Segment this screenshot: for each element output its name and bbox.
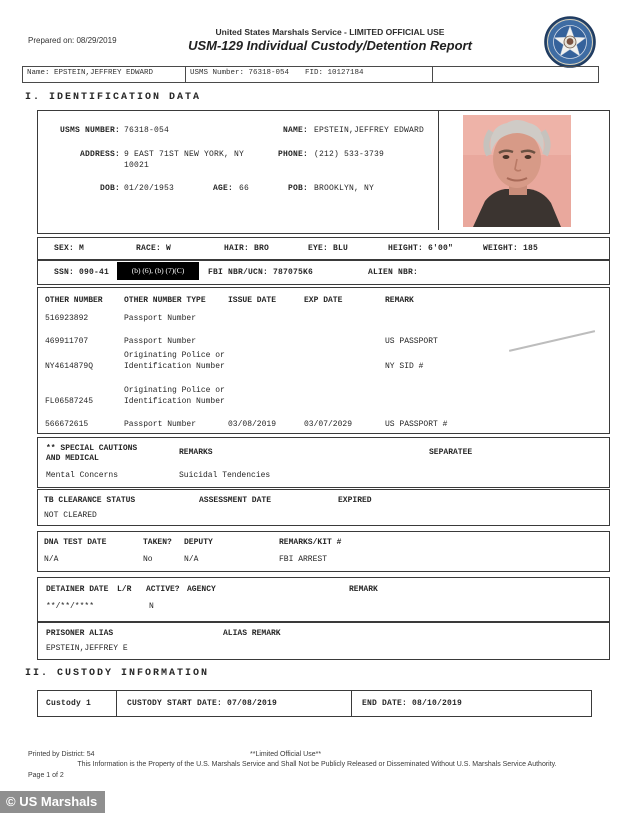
table-row-remark: US PASSPORT # — [385, 420, 448, 429]
detainer-date-header: DETAINER DATE — [46, 585, 109, 594]
alias-remark-header: ALIAS REMARK — [223, 629, 281, 638]
sex-field: SEX: M — [54, 244, 85, 253]
hair-field: HAIR: BRO — [224, 244, 270, 253]
cautions-header-line1: ** SPECIAL CAUTIONS — [46, 444, 138, 453]
eye-field: EYE: BLU — [308, 244, 349, 253]
detainer-active-value: N — [149, 602, 154, 611]
us-marshals-credit: © US Marshals — [0, 791, 105, 813]
dna-date-header: DNA TEST DATE — [44, 538, 107, 547]
name-bar-name: Name: EPSTEIN,JEFFREY EDWARD — [23, 67, 186, 82]
fbi-number-field: FBI NBR/UCN: 787075K6 — [208, 268, 314, 277]
table-row-exp-date: 03/07/2029 — [304, 420, 353, 429]
usms-seal-icon — [543, 15, 597, 69]
address-line1: 9 EAST 71ST NEW YORK, NY — [124, 150, 245, 159]
weight-field: WEIGHT: 185 — [483, 244, 539, 253]
name-bar-usms-number: USMS Number: 76318-054 — [190, 69, 290, 77]
usms-number-value: 76318-054 — [124, 126, 170, 135]
table-row-type: Passport Number — [124, 420, 197, 429]
table-row-type: Originating Police or Identification Number — [124, 351, 225, 371]
usms-number-label-text: USMS NUMBER: — [59, 126, 120, 135]
dna-deputy-value: N/A — [184, 555, 199, 564]
caution-value: Mental Concerns — [46, 471, 119, 480]
table-row-number: 566672615 — [45, 420, 89, 429]
tb-status-header: TB CLEARANCE STATUS — [44, 496, 136, 505]
pob-label: POB: — [287, 184, 308, 193]
phone-label: PHONE: — [277, 150, 308, 159]
cautions-separatee-header: SEPARATEE — [429, 448, 473, 457]
dna-deputy-header: DEPUTY — [184, 538, 213, 547]
dna-taken-header: TAKEN? — [143, 538, 172, 547]
detainer-date-value: **/**/**** — [46, 602, 95, 611]
ssn-field: SSN: 090-41 — [54, 268, 110, 277]
tb-clearance-box — [37, 489, 610, 526]
col-remark: REMARK — [385, 296, 414, 305]
identity-box — [37, 110, 610, 234]
dob-label: DOB: — [99, 184, 120, 193]
name-bar-empty-cell — [433, 67, 598, 82]
ssn-redaction-stamp: (b) (6), (b) (7)(C) — [117, 262, 199, 280]
detainer-active-header: ACTIVE? — [146, 585, 180, 594]
alien-number-field: ALIEN NBR: — [368, 268, 419, 277]
name-label: NAME: — [282, 126, 308, 135]
photo-cell — [438, 111, 608, 230]
phone-value: (212) 533-3739 — [314, 150, 385, 159]
dna-remarks-value: FBI ARREST — [279, 555, 328, 564]
address-label: ADDRESS: — [79, 150, 120, 159]
table-row-number: NY4614879Q — [45, 362, 94, 371]
race-field: RACE: W — [136, 244, 172, 253]
limited-official-use: **Limited Official Use** — [250, 751, 322, 758]
table-row-number: FL06587245 — [45, 397, 94, 406]
caution-remark-value: Suicidal Tendencies — [179, 471, 271, 480]
table-row-remark: NY SID # — [385, 362, 424, 371]
custody-start-date: CUSTODY START DATE: 07/08/2019 — [116, 691, 351, 716]
cautions-remarks-header: REMARKS — [179, 448, 213, 457]
tb-expired-header: EXPIRED — [338, 496, 372, 505]
address-line2: 10021 — [124, 161, 150, 170]
report-header — [120, 27, 540, 53]
physical-row-box — [37, 237, 610, 260]
col-issue-date: ISSUE DATE — [228, 296, 277, 305]
dna-box — [37, 531, 610, 572]
section1-title: I. IDENTIFICATION DATA — [25, 92, 202, 103]
tb-assessment-header: ASSESSMENT DATE — [199, 496, 272, 505]
printed-by-district: Printed by District: 54 — [28, 751, 95, 758]
alias-header: PRISONER ALIAS — [46, 629, 114, 638]
table-row-issue-date: 03/08/2019 — [228, 420, 277, 429]
mugshot-photo — [463, 115, 571, 227]
name-bar-numbers — [186, 67, 433, 82]
custody-label: Custody 1 — [46, 699, 92, 708]
page-number: Page 1 of 2 — [28, 772, 64, 779]
special-cautions-box — [37, 437, 610, 488]
age-label: AGE: — [212, 184, 233, 193]
other-numbers-box — [37, 287, 610, 434]
table-row-number: 469911707 — [45, 337, 89, 346]
dna-taken-value: No — [143, 555, 153, 564]
dob-value: 01/20/1953 — [124, 184, 175, 193]
table-row-number: 516923892 — [45, 314, 89, 323]
table-row-remark: US PASSPORT — [385, 337, 438, 346]
section2-title: II. CUSTODY INFORMATION — [25, 668, 210, 679]
custody-end-date: END DATE: 08/10/2019 — [351, 691, 591, 716]
detainer-lr-header: L/R — [117, 585, 132, 594]
table-row-type: Passport Number — [124, 337, 197, 346]
name-bar-fid: FID: 10127184 — [305, 69, 364, 77]
cautions-header-line2: AND MEDICAL — [46, 454, 99, 463]
name-bar — [22, 66, 599, 83]
age-value: 66 — [239, 184, 250, 193]
tb-status-value: NOT CLEARED — [44, 511, 97, 520]
detainer-remark-header: REMARK — [349, 585, 378, 594]
table-row-type: Originating Police or Identification Number — [124, 386, 225, 406]
detainer-box — [37, 577, 610, 622]
alias-value: EPSTEIN,JEFFREY E — [46, 644, 128, 653]
pob-value: BROOKLYN, NY — [314, 184, 375, 193]
prisoner-alias-box — [37, 622, 610, 660]
detainer-agency-header: AGENCY — [187, 585, 216, 594]
col-other-number-type: OTHER NUMBER TYPE — [124, 296, 206, 305]
col-exp-date: EXP DATE — [304, 296, 343, 305]
dna-remarks-header: REMARKS/KIT # — [279, 538, 342, 547]
height-field: HEIGHT: 6'00" — [388, 244, 454, 253]
agency-line: United States Marshals Service - LIMITED OFFICIAL USE — [215, 27, 445, 37]
custody-box — [37, 690, 592, 717]
name-value: EPSTEIN,JEFFREY EDWARD — [314, 126, 425, 135]
col-other-number: OTHER NUMBER — [45, 296, 103, 305]
dna-date-value: N/A — [44, 555, 59, 564]
footer-disclaimer: This Information is the Property of the U.S. Marshals Service and Shall Not be Publicly Released or Disseminated Without U.S. Marshals Service Authority. — [77, 761, 557, 768]
table-row-type: Passport Number — [124, 314, 197, 323]
ssn-row-box — [37, 260, 610, 285]
form-title: USM-129 Individual Custody/Detention Report — [188, 38, 472, 53]
prepared-on-date: Prepared on: 08/29/2019 — [28, 36, 117, 45]
